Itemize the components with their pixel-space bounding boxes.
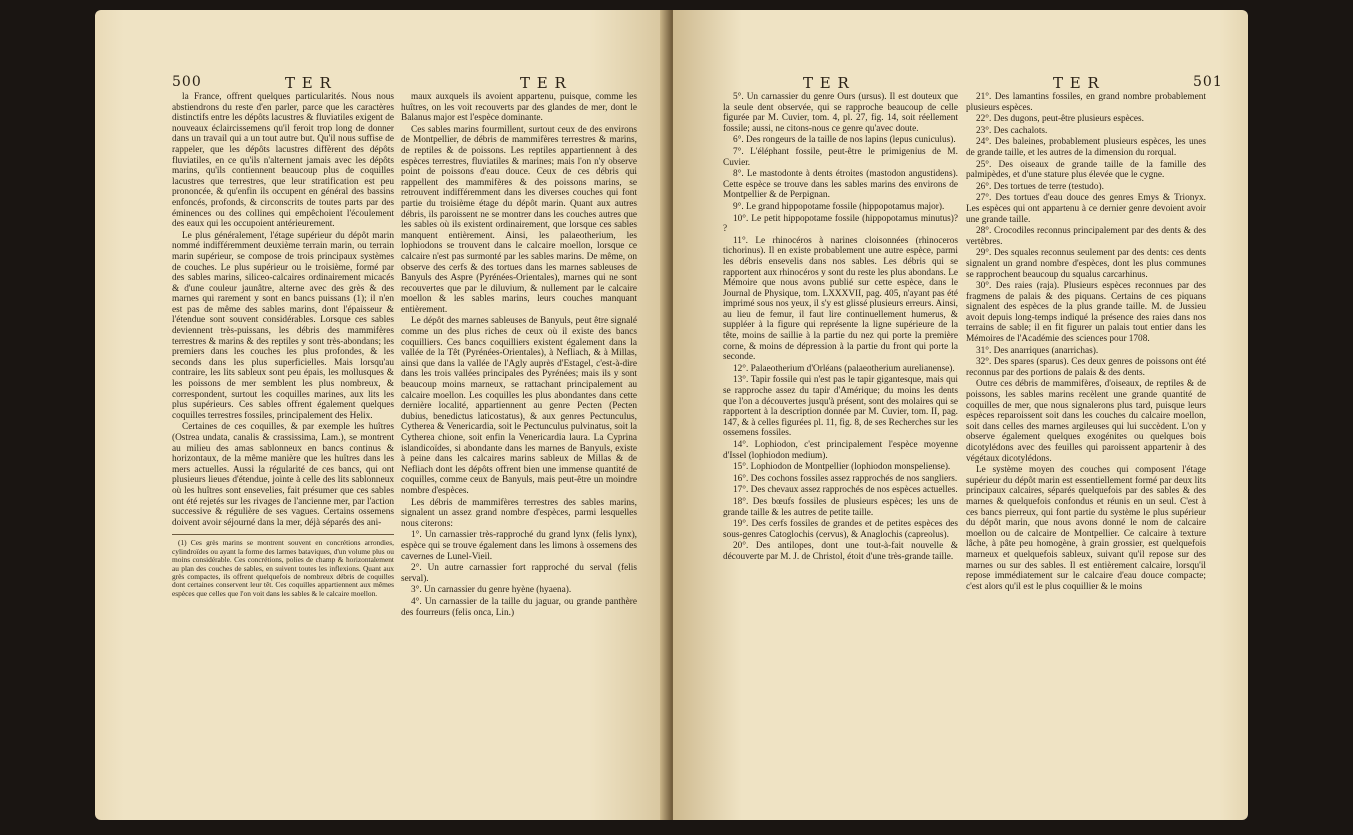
paragraph: Le dépôt des marnes sableuses de Banyuls, peut être signalé comme un des plus riches de ceux où il existe des bancs coquilliers. Ces bancs coquilliers existent également dans la vallée de la Têt (Pyrénées-Orientales), à Nefliach, & à Millas, ainsi que dans la vallée de l'Agly auprès d'Estagel, c'est-à-dire dans les trois vallées principales des Pyrénées; mais ils y sont beaucoup moins marneux, se rattachant principalement au calcaire moellon. Les coquilles les plus abondantes dans cette dernière localité, appartiennent au genre Pecten (Pecten dubius, benedictus laticostatus), & aux genres Pectunculus, Cytherea & Venericardia, soit le Pectunculus pulvinatus, soit la Cytherea chione, soit enfin la Venericardia laura. La Cyprina islandicoïdes, si abondante dans les marnes de Banyuls, existe à peine dans les calcaires marins sableux de Millas & de Nefliach dont les dépôts offrent bien une immense quantité de coquilles, comme ceux de Banyuls, mais peut-être un moindre nombre d'espèces. <box>401 316 637 496</box>
list-item: 19°. Des cerfs fossiles de grandes et de petites espèces des sous-genres Catoglochis (cervus), & Anaglochis (capreolus). <box>723 519 958 540</box>
text-column-left <box>723 92 958 564</box>
list-item: 2°. Un autre carnassier fort rapproché du serval (felis serval). <box>401 563 637 584</box>
list-item: 28°. Crocodiles reconnus principalement par des dents & des vertèbres. <box>966 226 1206 247</box>
list-item: 21°. Des lamantins fossiles, en grand nombre probablement plusieurs espèces. <box>966 92 1206 113</box>
text-column-right <box>966 92 1206 593</box>
paragraph: Les débris de mammifères terrestres des sables marins, signalent un assez grand nombre d'espèces, parmi lesquelles nous citerons: <box>401 497 637 529</box>
running-head: T E R <box>1053 74 1100 92</box>
paragraph: Le plus généralement, l'étage supérieur du dépôt marin nommé indifféremment deuxième terrain marin, ou terrain marin supérieur, se compose de trois principaux systèmes de couches. Le plus supérieur ou le troisième, formé par des sables marins, siliceo-calcaires ordinairement micacés & d'une couleur jaunâtre, alterne avec des grès & des marnes qui rarement y sont en bancs puissans (1); il n'en est pas de même des sables marins, dont l'épaisseur & l'étendue sont souvent considérables. Lorsque ces sables deviennent très-puissans, les débris des mammifères terrestres & marins & des reptiles y sont très-abondans; les premiers dans les couches les plus profondes, & les seconds dans les plus superficielles. Mais lorsqu'au contraire, les lits sableux sont peu épais, les mollusques & les poissons de mer semblent les plus nombreux, & correspondent, surtout les coquilles marines, aux lits les plus supérieurs. Ces sables offrent également quelques coquilles terrestres fossiles, principalement des Helix. <box>172 230 394 421</box>
paragraph: Outre ces débris de mammifères, d'oiseaux, de reptiles & de poissons, les sables marins recèlent une grande quantité de coquilles de mer, que nous signalerons plus tard, puisque leurs espèces reparoissent soit dans les couches du calcaire moellon, soit dans celles des marnes argileuses qui lui succèdent. L'on y observe également quelques exogénites ou quelques bois dicotylédons avec des feuilles qui paroissent appartenir à des végétaux dicotylédons. <box>966 379 1206 464</box>
paragraph: Le système moyen des couches qui composent l'étage supérieur du dépôt marin est essentiellement formé par deux lits principaux calcaires, séparés quelquefois par des sables & des marnes & quelquefois confondus et réunis en un seul. C'est à ces bancs pierreux, qui font partie du système le plus supérieur du dépôt marin, que nous avons donné le nom de calcaire moellon ou de calcaire de Montpellier. Ce calcaire à texture lâche, à pâte peu homogène, à grain grossier, est quelquefois marneux et quelquefois sableux, suivant qu'il repose sur des marnes ou sur des sables. Il est entièrement calcaire, lorsqu'il repose immédiatement sur le calcaire d'eau douce compacte; c'est alors qu'il est le plus coquillier & le moins <box>966 465 1206 592</box>
page-number-right: 501 <box>1193 74 1223 90</box>
list-item: 20°. Des antilopes, dont une tout-à-fait nouvelle & découverte par M. J. de Christol, étoit d'une très-grande taille. <box>723 541 958 562</box>
list-item: 18°. Des bœufs fossiles de plusieurs espèces; les uns de grande taille & les autres de petite taille. <box>723 496 958 518</box>
list-item: 3°. Un carnassier du genre hyène (hyaena). <box>411 585 572 596</box>
paragraph: maux auxquels ils avoient appartenu, puisque, comme les huîtres, on les voit recouverts par des glandes de mer, dont le Balanus major est l'espèce dominante. <box>401 92 637 124</box>
paragraph: Ces sables marins fourmillent, surtout ceux de des environs de Montpellier, de débris de mammifères terrestres & marins, de reptiles & de poissons. Les reptiles appartiennent à des espèces terrestres, fluviatiles & marines; mais l'on n'y observe point de poissons d'eau douce. Ceux de ces débris qui rappellent des mammifères & des poissons marins, se retrouvent indifféremment dans les diverses couches qui font partie du troisième étage du dépôt marin. Quant aux autres débris, ils paroissent ne se montrer dans les couches autres que les sables où ils existent ordinairement, que lorsque ces sables manquent entièrement. Ainsi, les palaeotherium, les lophiodons se trouvent dans le calcaire moellon, lorsque ce calcaire n'est pas surmonté par les sables marins. De même, on observe des cerfs & des tortues dans les marnes sableuses de Banyuls des Aspre (Pyrénées-Orientales), marnes qui ne sont recouvertes que par le diluvium, & nullement par le calcaire moellon & les sables marins, leurs couches manquant entièrement. <box>401 124 637 315</box>
text-column-right <box>401 92 637 619</box>
footnote <box>172 534 394 598</box>
list-item: 13°. Tapir fossile qui n'est pas le tapir gigantesque, mais qui se rapproche assez du tapir d'Amérique; du moins les dents que l'on a découvertes jusqu'à présent, sont des molaires qui se rapportent à la description donnée par M. Cuvier, tom. II, pag. 147, & à celles figurées pl. 11, fig. 8, de ses Recherches sur les ossemens fossiles. <box>723 375 958 439</box>
list-item: 23°. Des cachalots. <box>976 125 1048 136</box>
list-item: 15°. Lophiodon de Montpellier (lophiodon monspeliense). <box>733 462 951 473</box>
list-item: 14°. Lophiodon, c'est principalement l'espèce moyenne d'Issel (lophiodon medium). <box>723 440 958 461</box>
text-column-left <box>172 92 394 598</box>
list-item: 25°. Des oiseaux de grande taille de la famille des palmipèdes, et d'une stature plus élevée que le cygne. <box>966 159 1206 181</box>
list-item: 16°. Des cochons fossiles assez rapprochés de nos sangliers. <box>733 473 958 484</box>
left-page <box>95 10 670 820</box>
list-item: 7°. L'éléphant fossile, peut-être le primigenius de M. Cuvier. <box>723 146 958 168</box>
right-page <box>673 10 1248 820</box>
paragraph: Certaines de ces coquilles, & par exemple les huîtres (Ostrea undata, canalis & crassissima, Lam.), se montrent au milieu des amas sablonneux en bancs continus & horizontaux, de la même manière que les huîtres dans les mers actuelles. Aussi la régularité de ces bancs, qui ont plusieurs lieues d'étendue, jointe à celle des lits sablonneux où les huîtres sont ensevelies, fait présumer que ces sables ont été rejetés sur les rivages de l'ancienne mer, par l'action successive & régulière de ses vagues. Certains ossemens doivent avoir séjourné dans la mer, déjà séparés des ani- <box>172 422 394 528</box>
list-item: 32°. Des spares (sparus). Ces deux genres de poissons ont été reconnus par des portions de palais & des dents. <box>966 357 1206 378</box>
list-item: 11°. Le rhinocéros à narines cloisonnées (rhinoceros tichorinus). Il en existe probablement une autre espèce, parmi les débris ensevelis dans nos sables. Les débris qui se rapportent aux rhinocéros y sont du reste les plus abondans. Le Mémoire que nous avons publié sur cette espèce, dans le Journal de Physique, tom. LXXXVII, pag. 405, n'ayant pas été imprimé sous nos yeux, il s'y est glissé plusieurs erreurs. Ainsi, au lieu de femur, il faut lire continuellement humerus, & suppléer à la figure qui représente la ligne supérieure de la tête, moins de saillie à la partie du nez qui porte la première corne, & moins de dépression à la partie du front qui porte la seconde. <box>723 235 958 363</box>
list-item: 22°. Des dugons, peut-être plusieurs espèces. <box>976 114 1144 125</box>
list-item: 4°. Un carnassier de la taille du jaguar, ou grande panthère des fourreurs (felis onca, Lin.) <box>401 596 637 618</box>
running-head: T E R <box>285 74 332 92</box>
footnote-text: (1) Ces grès marins se montrent souvent en concrétions arrondies, cylindroïdes ou ayant la forme des larmes bataviques, d'un volume plus ou moins considérable. Ces concrétions, polies de champ & horizontalement au plan des couches de sables, en suivent toutes les inflexions. Quant aux grès compactes, ils offrent quelquefois de nombreux débris de coquilles dont certaines conservent leur têt. Ces coquilles appartiennent aux mêmes espèces que celles que l'on voit dans les sables & le calcaire moellon. <box>172 538 394 598</box>
list-item: 26°. Des tortues de terre (testudo). <box>976 181 1104 192</box>
list-item: 8°. Le mastodonte à dents étroites (mastodon angustidens). Cette espèce se trouve dans les sables marins des environs de Montpellier & de Perpignan. <box>723 169 958 201</box>
list-item: 10°. Le petit hippopotame fossile (hippopotamus minutus)? ? <box>723 213 958 235</box>
paragraph: la France, offrent quelques particularités. Nous nous abstiendrons du reste d'en parler, parce que les caractères distinctifs entre les dépôts lacustres & fluviatiles exigent de nouveaux éclaircissemens qu'il feroit trop long de donner dans un travail qui a un tout autre but. Qu'il nous suffise de rappeler, que les dépôts lacustres diffèrent des dépôts fluviatiles, en ce qu'ils n'alternent jamais avec les dépôts marins, qu'ils contiennent beaucoup plus de coquilles lacustres que terrestres, que leur stratification est peu prononcée, & qu'enfin ils occupent en général des bassins enfoncés, profonds, & circonscrits de toutes parts par des éminences ou des collines qui empêchoient l'écoulement des eaux qui les occupoient antérieurement. <box>172 92 394 230</box>
list-item: 31°. Des anarriques (anarrichas). <box>976 345 1099 356</box>
list-item: 5°. Un carnassier du genre Ours (ursus). Il est douteux que la seule dent observée, qui se rapproche beaucoup de celle figurée par M. Cuvier, tom. 4, pl. 27, fig. 14, soit réellement fossile; aussi, ne citons-nous ce genre qu'avec doute. <box>723 92 958 134</box>
list-item: 29°. Des squales reconnus seulement par des dents: ces dents signalent un grand nombre d'espèces, dont les plus communes se rapprochent beaucoup du squalus carcarhinus. <box>966 248 1206 280</box>
list-item: 27°. Des tortues d'eau douce des genres Emys & Trionyx. Les espèces qui ont appartenu à ce dernier genre devoient avoir une grande taille. <box>966 193 1206 225</box>
list-item: 17°. Des chevaux assez rapprochés de nos espèces actuelles. <box>733 485 958 496</box>
running-head: T E R <box>520 74 567 92</box>
list-item: 9°. Le grand hippopotame fossile (hippopotamus major). <box>733 201 945 212</box>
list-item: 30°. Des raies (raja). Plusieurs espèces reconnues par des fragmens de palais & des piquans. Certains de ces piquans signalent des espèces de la plus grande taille. M. de Jussieu avoit depuis long-temps indiqué la présence des raies dans nos terrains de sable; il en fit figurer un palais tout entier dans les Mémoires de l'Académie des sciences pour 1708. <box>966 281 1206 345</box>
page-number-left: 500 <box>172 74 202 90</box>
list-item: 1°. Un carnassier très-rapproché du grand lynx (felis lynx), espèce qui se trouve également dans les limons à ossemens des cavernes de Lunel-Vieil. <box>401 530 637 562</box>
list-item: 12°. Palaeotherium d'Orléans (palaeotherium aurelianense). <box>733 363 955 374</box>
running-head: T E R <box>803 74 850 92</box>
list-item: 6°. Des rongeurs de la taille de nos lapins (lepus cuniculus). <box>733 135 956 146</box>
list-item: 24°. Des baleines, probablement plusieurs espèces, les unes de grande taille, et les autres de la dimension du rorqual. <box>966 137 1206 158</box>
